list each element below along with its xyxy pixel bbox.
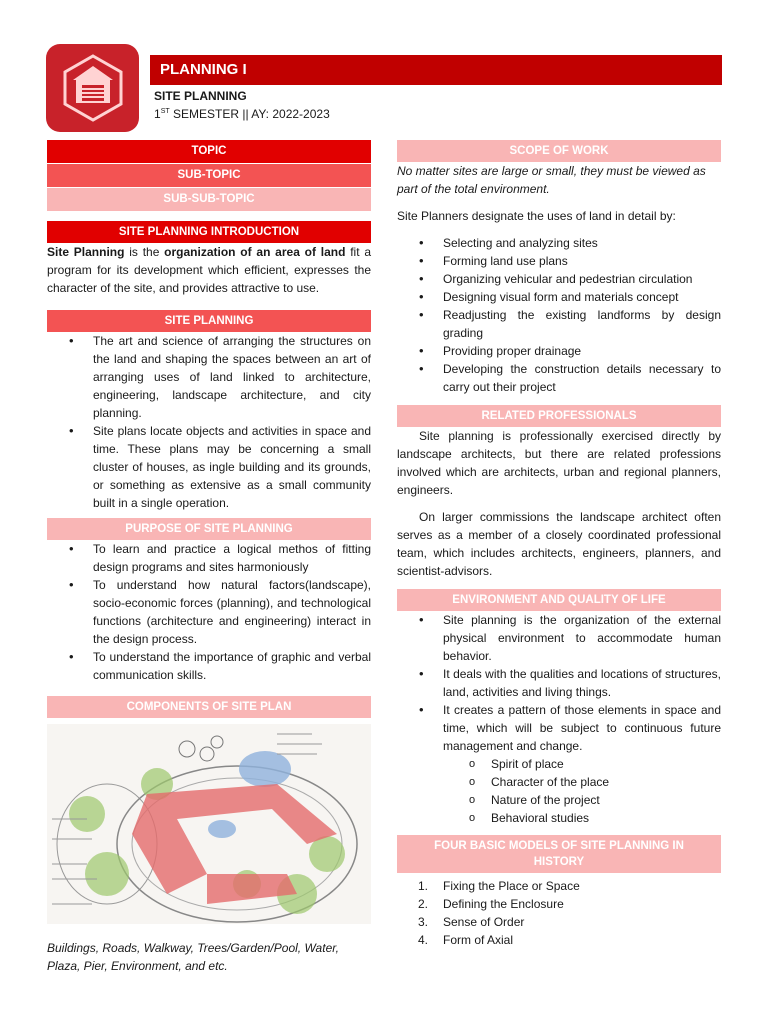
- environment-sub-list: [397, 755, 721, 827]
- list-item: 3. Sense of Order: [418, 915, 525, 929]
- purpose-heading: PURPOSE OF SITE PLANNING: [47, 518, 371, 540]
- environment-list: [397, 611, 721, 755]
- purpose-list: [47, 540, 371, 684]
- list-item: • Site planning is the organization of the external physical environment to accommodate human behavior.: [443, 611, 721, 665]
- semester-line: 1ST SEMESTER || AY: 2022-2023: [154, 107, 330, 121]
- list-item: • It creates a pattern of those elements in space and time, which will be subject to continuous future management and change.: [443, 701, 721, 755]
- list-item: 1. Fixing the Place or Space: [418, 879, 580, 893]
- list-item: 2. Defining the Enclosure: [418, 897, 564, 911]
- list-item: • Organizing vehicular and pedestrian circulation: [443, 270, 721, 288]
- environment-heading: ENVIRONMENT AND QUALITY OF LIFE: [397, 589, 721, 611]
- list-item: • Readjusting the existing landforms by design grading: [443, 306, 721, 342]
- logo: [46, 44, 139, 132]
- list-item: • To learn and practice a logical methos of fitting design programs and sites harmoniously: [93, 540, 371, 576]
- four-models-list: [397, 877, 721, 949]
- related-paragraph-2: On larger commissions the landscape architect often serves as a member of a closely coordinated professional team, which includes architects, engineers, planners, and scientist-advisors.: [397, 510, 721, 578]
- legend-sub-sub-topic: SUB-SUB-TOPIC: [47, 188, 371, 211]
- intro-paragraph: Site Planning is the organization of an area of land fit a program for its development which efficient, expresses the character of the site, and provides attractive to use.: [47, 245, 371, 295]
- related-heading: RELATED PROFESSIONALS: [397, 405, 721, 427]
- list-item: • Site plans locate objects and activities in space and time. These plans may be concerning a small cluster of houses, as ingle building and its grounds, or something as extensive as a small community built in a single operation.: [93, 422, 371, 512]
- scope-lead: Site Planners designate the uses of land in detail by:: [397, 209, 676, 223]
- house-hexagon-icon: [58, 53, 128, 123]
- list-item: • To understand how natural factors(landscape), socio-economic forces (planning), and technological functions (architecture and engineering) interact in the design process.: [93, 576, 371, 648]
- intro-heading: SITE PLANNING INTRODUCTION: [47, 221, 371, 243]
- site-plan-image: [47, 724, 371, 924]
- components-caption: Buildings, Roads, Walkway, Trees/Garden/Pool, Water, Plaza, Pier, Environment, and etc.: [47, 941, 339, 973]
- site-planning-list: [47, 332, 371, 512]
- four-models-heading: FOUR BASIC MODELS OF SITE PLANNING IN HISTORY: [397, 835, 721, 873]
- list-item: • To understand the importance of graphic and verbal communication skills.: [93, 648, 371, 684]
- list-item: • It deals with the qualities and locations of structures, land, activities and living things.: [443, 665, 721, 701]
- scope-heading: SCOPE OF WORK: [397, 140, 721, 162]
- list-item: o Behavioral studies: [491, 809, 721, 827]
- list-item: o Spirit of place: [491, 755, 721, 773]
- list-item: • Forming land use plans: [443, 252, 721, 270]
- page-title: PLANNING I: [150, 55, 722, 85]
- scope-list: [397, 234, 721, 396]
- list-item: • Developing the construction details necessary to carry out their project: [443, 360, 721, 396]
- list-item: 4. Form of Axial: [418, 933, 514, 947]
- subtitle: SITE PLANNING: [154, 89, 247, 103]
- legend-sub-topic: SUB-TOPIC: [47, 164, 371, 187]
- left-column: [47, 140, 371, 975]
- list-item: • Providing proper drainage: [443, 342, 721, 360]
- list-item: o Character of the place: [491, 773, 721, 791]
- related-paragraph-1: Site planning is professionally exercised directly by landscape architects, but there are related professions involved which are architects, urban and regional planners, engineers.: [397, 429, 721, 497]
- legend-topic: TOPIC: [47, 140, 371, 163]
- list-item: • Designing visual form and materials concept: [443, 288, 721, 306]
- list-item: • Selecting and analyzing sites: [443, 234, 721, 252]
- components-heading: COMPONENTS OF SITE PLAN: [47, 696, 371, 718]
- site-planning-heading: SITE PLANNING: [47, 310, 371, 332]
- list-item: • The art and science of arranging the structures on the land and shaping the spaces between an art of arranging uses of land linked to architecture, engineering, landscape architecture, and city planning.: [93, 332, 371, 422]
- right-column: [397, 140, 721, 949]
- scope-italic: No matter sites are large or small, they must be viewed as part of the total environment.: [397, 164, 706, 196]
- list-item: o Nature of the project: [491, 791, 721, 809]
